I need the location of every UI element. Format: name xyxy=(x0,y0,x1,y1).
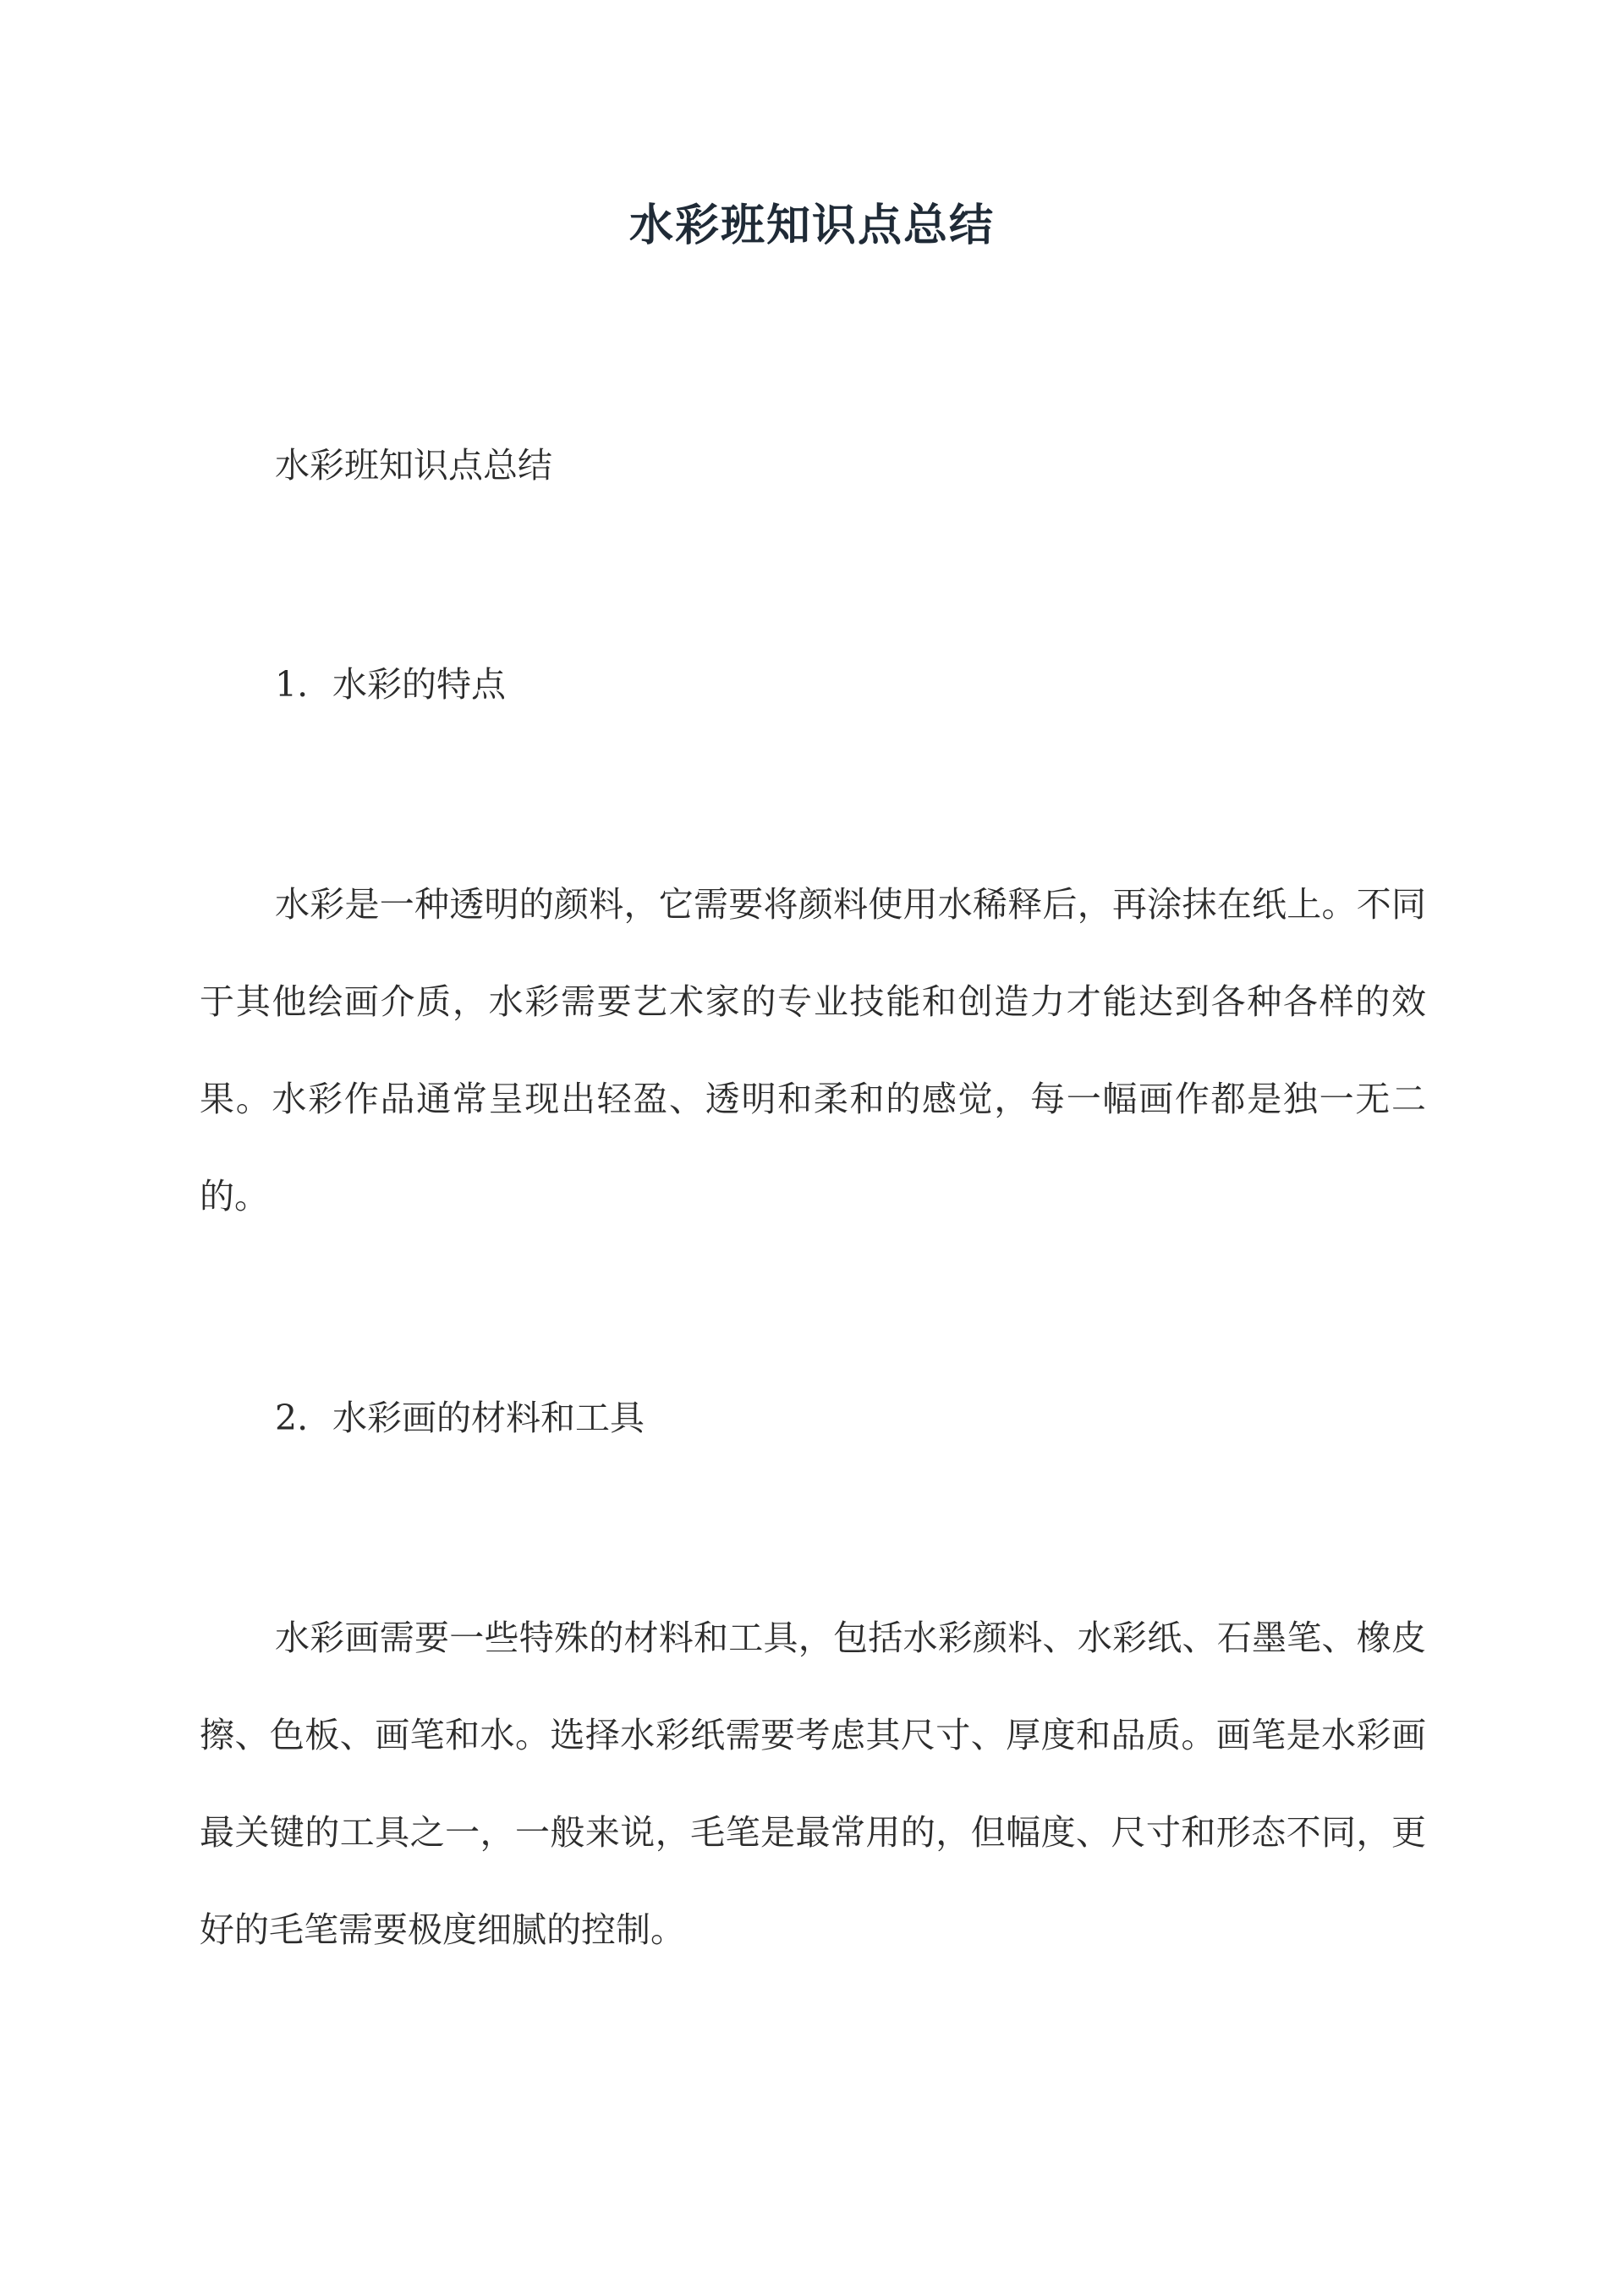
section-heading-text-2: 水彩画的材料和工具 xyxy=(332,1398,645,1438)
section-number-2: 2. xyxy=(275,1398,309,1438)
section-heading-1 xyxy=(275,661,506,708)
section-heading-2 xyxy=(275,1394,645,1442)
document-title: 水彩班知识点总结 xyxy=(628,200,995,251)
document-subtitle: 水彩班知识点总结 xyxy=(275,445,552,486)
section-heading-text-1: 水彩的特点 xyxy=(332,664,506,705)
section-body-2: 水彩画需要一些特殊的材料和工具，包括水彩颜料、水彩纸、石墨笔、橡皮擦、色板、画笔和水。选择水彩纸需要考虑其尺寸、厚度和品质。画笔是水彩画最关键的工具之一，一般来说，毛笔是最常用的，但幅度、尺寸和形态不同，更好的毛笔需要极度细腻的控制。 xyxy=(200,1618,1426,1950)
section-body-1: 水彩是一种透明的颜料，它需要将颜料使用水稀释后，再涂抹在纸上。不同于其他绘画介质，水彩需要艺术家的专业技能和创造力才能达到各种各样的效果。水彩作品通常呈现出轻盈、透明和柔和的感觉，每一幅画作都是独一无二的。 xyxy=(200,884,1426,1217)
section-number-1: 1. xyxy=(275,664,309,705)
